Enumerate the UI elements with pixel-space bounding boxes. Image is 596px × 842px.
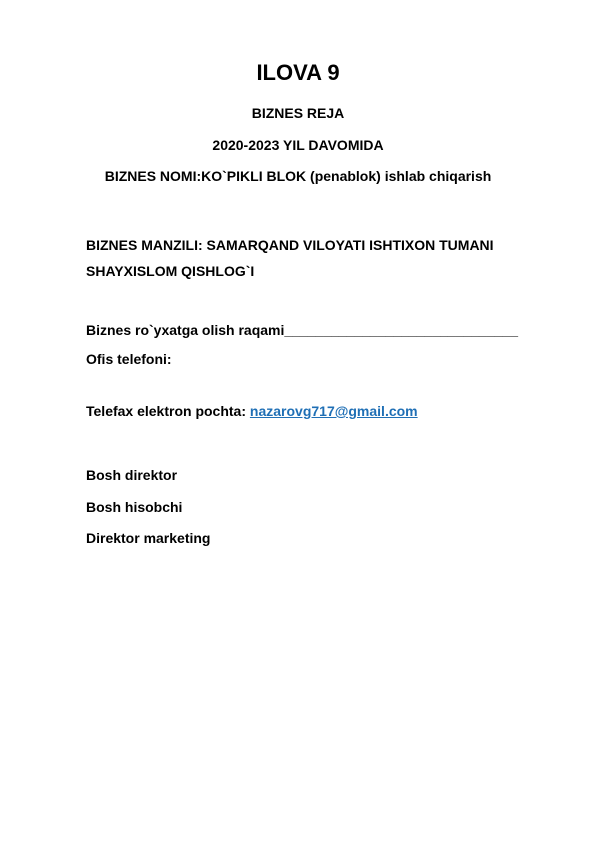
subtitle-business-plan: BIZNES REJA bbox=[251, 105, 345, 121]
business-address: BIZNES MANZILI: SAMARQAND VILOYATI ISHTIXON TUMANI SHAYXISLOM QISHLOG`I bbox=[86, 237, 494, 279]
email-line bbox=[86, 403, 418, 419]
office-phone-line: Ofis telefoni: bbox=[86, 351, 172, 367]
document-title: ILOVA 9 bbox=[256, 60, 340, 85]
email-link[interactable]: nazarovg717@gmail.com bbox=[249, 403, 418, 419]
role-general-director: Bosh direktor bbox=[86, 467, 178, 483]
business-name: BIZNES NOMI:KO`PIKLI BLOK (penablok) ishlab chiqarish bbox=[104, 168, 492, 184]
email-label: Telefax elektron pochta: bbox=[86, 403, 250, 419]
registration-number-line: Biznes ro`yxatga olish raqami______________________________ bbox=[86, 322, 518, 338]
role-marketing-director: Direktor marketing bbox=[86, 530, 211, 546]
subtitle-period: 2020-2023 YIL DAVOMIDA bbox=[212, 137, 384, 153]
role-chief-accountant: Bosh hisobchi bbox=[86, 499, 183, 515]
